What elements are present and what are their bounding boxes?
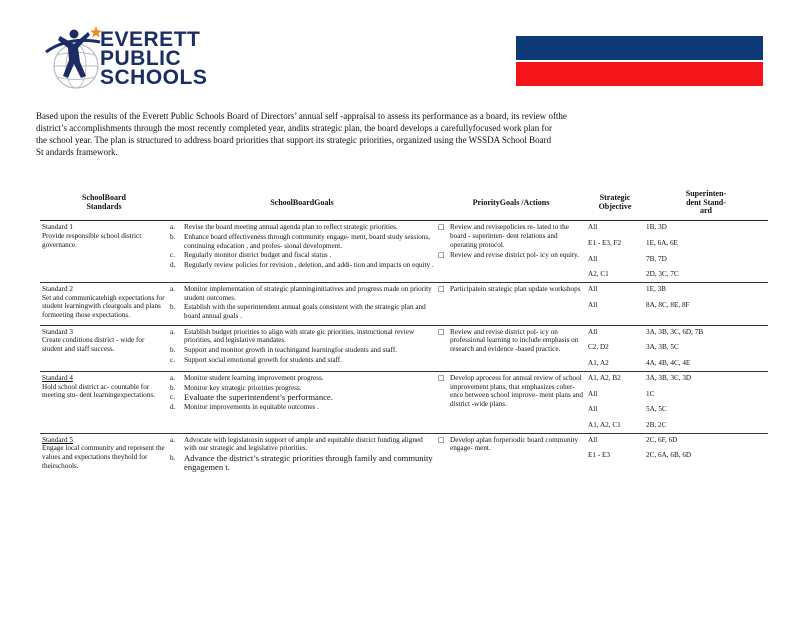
goal-item — [170, 261, 434, 270]
objective-value: All — [588, 284, 598, 293]
spacer — [646, 444, 766, 451]
action-item — [438, 436, 584, 453]
goal-item — [170, 384, 434, 393]
table-row — [40, 282, 768, 325]
table-header-row — [40, 188, 768, 221]
goal-text: Revise the board meeting annual agenda plan to reflect strategic priorities. — [184, 223, 398, 232]
spacer — [588, 383, 642, 390]
objective-value: C2, D2 — [588, 343, 609, 352]
standard-description: Provide responsible school district governance. — [42, 231, 142, 249]
goal-text: Establish budget priorities to align with strate gic priorities, instructional review priorities, and legislative mandates. — [184, 327, 415, 345]
superintendent-value: 1B, 3D — [646, 223, 667, 232]
strategic-objective-cell — [586, 221, 644, 283]
priority-actions-cell — [436, 282, 586, 325]
goal-text: Regularly monitor district budget and fiscal status . — [184, 251, 332, 260]
superintendent-standard-cell — [644, 325, 768, 371]
priority-actions-cell — [436, 221, 586, 283]
logo-line-1: EVERETT — [100, 28, 201, 51]
action-text: Develop aplan forperiodic board community engage- ment. — [450, 435, 579, 453]
standard-cell — [40, 325, 168, 371]
goal-item — [170, 436, 434, 453]
strategic-objective-cell — [586, 325, 644, 371]
goals-cell — [168, 371, 436, 433]
spacer — [588, 414, 642, 421]
header-objective-line: Objective — [598, 202, 632, 212]
standard-description: Create conditions district - wide for student and staff success. — [42, 336, 145, 354]
goals-cell — [168, 433, 436, 475]
intro-line: Based upon the results of the Everett Public Schools Board of Directors’ annual self -appraisal to assess its performance as a board, its review ofthe — [36, 111, 567, 121]
header-super-line: Superinten- — [685, 189, 727, 198]
objective-value: A1, A2, B2 — [588, 373, 621, 382]
strategic-objective-cell — [586, 371, 644, 433]
goal-letter: d. — [170, 260, 176, 269]
table-row — [40, 371, 768, 433]
superintendent-standard-cell — [644, 371, 768, 433]
action-item — [438, 223, 584, 249]
objective-value: All — [588, 300, 598, 309]
standard-title: Standard 5 — [42, 435, 73, 444]
standard-cell — [40, 433, 168, 475]
goal-letter: a. — [170, 223, 175, 232]
superintendent-value: 3A, 3B, 3C, 3D — [646, 373, 692, 382]
goal-letter: a. — [170, 435, 175, 444]
goal-item — [170, 328, 434, 345]
goal-letter: b. — [170, 383, 176, 392]
superintendent-value: 1E, 3B — [646, 284, 666, 293]
standard-title: Standard 4 — [42, 373, 73, 382]
checkbox-icon: □ — [438, 284, 445, 293]
table-body — [40, 221, 768, 476]
intro-line: St andards framework. — [36, 147, 118, 157]
spacer — [646, 232, 766, 239]
spacer — [646, 263, 766, 270]
superintendent-standard-cell — [644, 433, 768, 475]
goal-text: Monitor student learning improvement progress. — [184, 373, 324, 382]
goal-item — [170, 356, 434, 365]
goal-item — [170, 403, 434, 412]
spacer — [588, 444, 642, 451]
standard-cell — [40, 371, 168, 433]
action-text: Review and revisepolicies re- lated to the board - superinten- dent relations and operating protocol. — [450, 223, 569, 249]
goal-item — [170, 393, 434, 402]
superintendent-value: 4A, 4B, 4C, 4E — [646, 359, 691, 368]
header-priority-goals: PriorityGoals /Actions — [436, 188, 586, 221]
action-item — [438, 328, 584, 354]
goal-text: Monitor improvements in equitable outcomes . — [184, 402, 319, 411]
objective-value: A1, A2 — [588, 359, 609, 368]
goal-item — [170, 374, 434, 383]
spacer — [588, 336, 642, 343]
checkbox-icon: □ — [438, 327, 445, 336]
header-super-line: dent Stand- — [686, 197, 726, 207]
objective-value: E1 - E3, F2 — [588, 238, 622, 247]
goal-letter: c. — [170, 251, 175, 260]
spacer — [646, 294, 766, 301]
superintendent-value: 8A, 8C, 8E, 8F — [646, 300, 690, 309]
goal-text: Evaluate the superintendent’s performance. — [184, 392, 333, 403]
standard-description: Set and communicatehigh expectations for student learningwith cleargoals and plans formeeting those expectations. — [42, 293, 165, 320]
header-standards — [40, 188, 168, 221]
objective-value: All — [588, 405, 598, 414]
goal-item — [170, 233, 434, 250]
spacer — [646, 352, 766, 359]
header-blue-bar — [516, 36, 763, 60]
goal-letter: a. — [170, 327, 175, 336]
spacer — [646, 398, 766, 405]
goal-text: Advocate with legislatorsin support of ample and equitable district funding aligned with our strategic and legislative priorities. — [184, 435, 423, 453]
header-strategic-objective — [586, 188, 644, 221]
header-goals: SchoolBoardGoals — [168, 188, 436, 221]
goal-text: Advance the district’s strategic priorities through family and community engagemen t. — [184, 453, 433, 472]
intro-line: district’s accomplishments through the most recently completed year, andits strategic plan, the board develops a carefullyfocused work plan for — [36, 123, 552, 133]
goal-text: Regularly review policies for revision , deletion, and addi- tion and impacts on equity . — [184, 260, 434, 269]
objective-value: All — [588, 327, 598, 336]
spacer — [588, 294, 642, 301]
header-red-bar — [516, 62, 763, 86]
superintendent-standard-cell — [644, 282, 768, 325]
goal-letter: a. — [170, 284, 175, 293]
action-item — [438, 251, 584, 260]
table-row — [40, 325, 768, 371]
goal-text: Establish with the superintendent annual goals consistent with the strategic plan and board annual goals . — [184, 303, 426, 321]
objective-value: A1, A2, C1 — [588, 420, 621, 429]
logo-line-2: PUBLIC — [100, 47, 182, 70]
standard-title: Standard 2 — [42, 284, 73, 293]
superintendent-value: 2B, 2C — [646, 420, 667, 429]
objective-value: E1 - E3 — [588, 451, 610, 460]
action-text: Participatein strategic plan update workshops — [450, 284, 581, 293]
standard-description: Engage local community and represent the values and expectations theyhold for theirschools. — [42, 444, 165, 470]
goal-text: Support social emotional growth for students and staff. — [184, 355, 342, 364]
goal-text: Enhance board effectiveness through community engage- ment, board study sessions, continuing education , and profes- sional development. — [184, 232, 430, 250]
goal-item — [170, 285, 434, 302]
goal-item — [170, 303, 434, 320]
checkbox-icon: □ — [438, 223, 445, 232]
superintendent-value: 7B, 7D — [646, 254, 667, 263]
goal-letter: b. — [170, 454, 176, 463]
goal-letter: c. — [170, 393, 175, 402]
superintendent-value: 3A, 3B, 3C, 6D, 7B — [646, 327, 704, 336]
standard-title: Standard 3 — [42, 327, 73, 336]
header-super-line: ard — [700, 206, 712, 216]
logo-line-3: SCHOOLS — [100, 66, 208, 89]
superintendent-value: 1E, 6A, 6E — [646, 238, 678, 247]
goal-text: Monitor key strategic priorities progress. — [184, 383, 302, 392]
goal-letter: b. — [170, 346, 176, 355]
goal-letter: b. — [170, 303, 176, 312]
spacer — [646, 336, 766, 343]
standard-title: Standard 1 — [42, 223, 73, 232]
priority-actions-cell — [436, 433, 586, 475]
superintendent-value: 5A, 5C — [646, 405, 667, 414]
checkbox-icon: □ — [438, 251, 445, 260]
goal-text: Monitor implementation of strategic planninginitiatives and progress made on priority student outcomes. — [184, 284, 432, 302]
action-text: Review and revise district pol- icy on professional learning to include emphasis on research and evidence -based practice. — [450, 327, 579, 354]
goal-item — [170, 223, 434, 232]
superintendent-standard-cell — [644, 221, 768, 283]
table-row — [40, 433, 768, 475]
table-row — [40, 221, 768, 283]
checkbox-icon: □ — [438, 435, 445, 444]
goal-letter: a. — [170, 373, 175, 382]
objective-value: A2, C1 — [588, 270, 609, 279]
header-superintendent-standard — [644, 188, 768, 221]
checkbox-icon: □ — [438, 373, 445, 382]
spacer — [588, 248, 642, 255]
spacer — [588, 398, 642, 405]
action-item — [438, 374, 584, 409]
header-standards-line: SchoolBoard — [81, 193, 126, 203]
action-text: Review and revise district pol- icy on equity. — [450, 251, 579, 260]
goal-text: Support and monitor growth in teachingand learningfor students and staff. — [184, 346, 398, 355]
action-item — [438, 285, 584, 294]
goals-cell — [168, 325, 436, 371]
spacer — [646, 248, 766, 255]
goal-letter: d. — [170, 402, 176, 411]
logo-text — [100, 30, 207, 87]
goal-item — [170, 251, 434, 260]
goals-cell — [168, 282, 436, 325]
superintendent-value: 3A, 3B, 5C — [646, 343, 679, 352]
objective-value: All — [588, 435, 598, 444]
objective-value: All — [588, 254, 598, 263]
spacer — [588, 352, 642, 359]
objective-value: All — [588, 389, 598, 398]
goal-item — [170, 454, 434, 471]
goal-letter: b. — [170, 232, 176, 241]
spacer — [646, 414, 766, 421]
spacer — [588, 263, 642, 270]
superintendent-value: 1C — [646, 389, 655, 398]
goal-item — [170, 346, 434, 355]
header-standards-line: Standards — [86, 202, 122, 212]
strategic-objective-cell — [586, 282, 644, 325]
strategic-objective-cell — [586, 433, 644, 475]
spacer — [646, 383, 766, 390]
standard-description: Hold school district ac- countable for meeting stu- dent learningexpectations. — [42, 382, 155, 400]
standard-cell — [40, 221, 168, 283]
objective-value: All — [588, 223, 598, 232]
header-objective-line: Strategic — [599, 193, 631, 203]
intro-line: the school year. The plan is structured to address board priorities that support its strategic priorities, organized using the WSSDA School Board — [36, 135, 552, 145]
superintendent-value: 2C, 6A, 6B, 6D — [646, 451, 692, 460]
spacer — [588, 232, 642, 239]
action-text: Develop aprocess for annual review of school improvement plans, that emphasizes coher- ence between school improve- ment plans and district -wide plans. — [450, 373, 583, 408]
board-work-plan-table — [40, 188, 768, 475]
goal-letter: c. — [170, 355, 175, 364]
standard-cell — [40, 282, 168, 325]
priority-actions-cell — [436, 325, 586, 371]
intro-paragraph — [36, 110, 762, 158]
goals-cell — [168, 221, 436, 283]
superintendent-value: 2D, 3C, 7C — [646, 270, 679, 279]
superintendent-value: 2C, 6F, 6D — [646, 435, 678, 444]
priority-actions-cell — [436, 371, 586, 433]
